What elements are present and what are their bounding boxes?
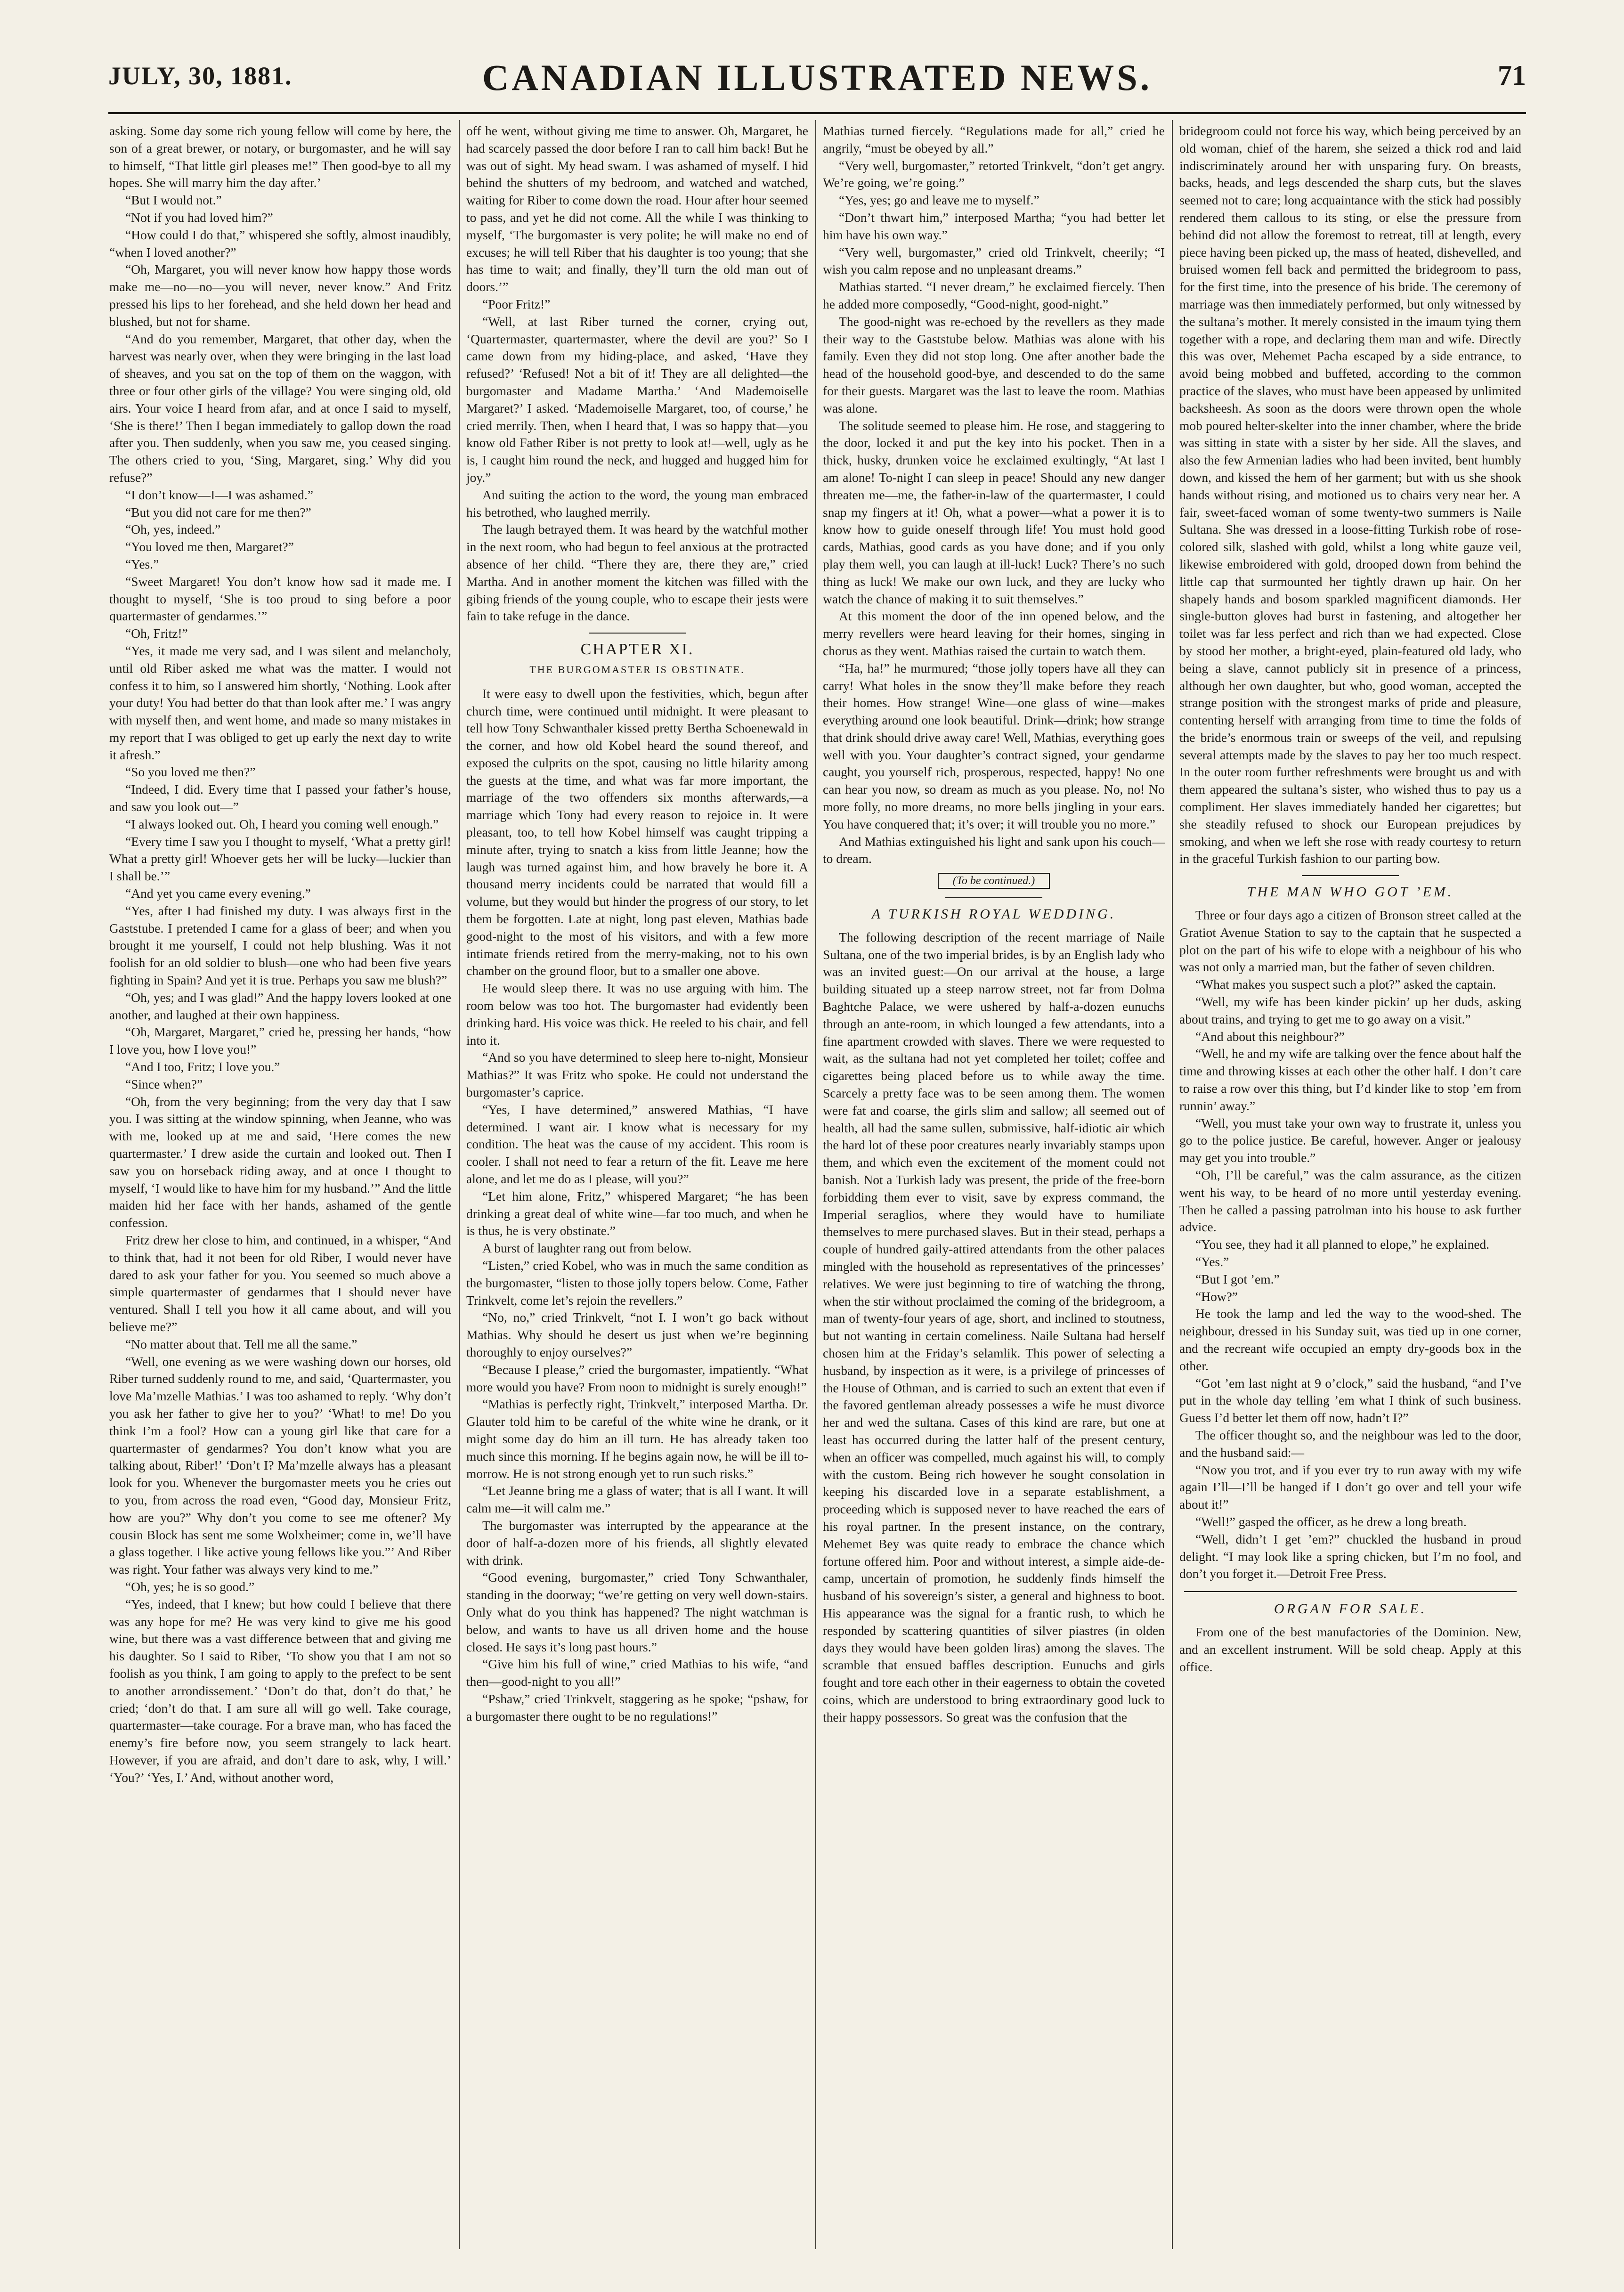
paragraph: “Oh, Fritz!” (125, 626, 188, 641)
article-continuation (1179, 122, 1521, 868)
paragraph: bridegroom could not force his way, which being perceived by an old woman, chief of the harem, she seized a thick rod and laid indiscriminately around her with unsparing fury. On breasts, backs, heads, and legs descended the sharp cuts, but the slaves seemed not to care; long acquaintance with the stick had possibly rendered them callous to its sting, or else the pressure from behind did not allow the foremost to retreat, till at length, every piece having been picked up, the mass of heated, dishevelled, and bruised women fell back and permitted the bridegroom to pass, for the first time, into the presence of his bride. The ceremony of marriage was then immediately performed, but only witnessed by the sultana’s mother. It merely consisted in the imaum tying them together with a rope, and declaring them man and wife. Directly this was over, Mehemet Pacha escaped by a side entrance, to avoid being mobbed and buffeted, according to the common practice of the slaves, who must have been appeased by unlimited backsheesh. As soon as the doors were thrown open the whole mob poured helter-skelter into the inner chamber, where the bride was sitting in state with a sister by her side. All the slaves, and also the few Armenian ladies who had been invited, bent humbly down, and kissed the hem of her garment; but with us she shook hands without rising, and motioned us to chairs very near her. A fair, sweet-faced woman of some twenty-two summers is Naile Sultana. She was dressed in a loose-fitting Turkish robe of rose-colored silk, slashed with gold, whilst a long white gauze veil, likewise embroidered with gold, drooped down from behind the little cap that surmounted her tightly drawn up hair. On her shapely hands and bosom sparkled magnificent diamonds. Her single-button gloves had burst in fastening, and altogether her toilet was far less perfect and rich than we had expected. Close by stood her mother, a bright-eyed, plain-featured old lady, who being a slave, cannot publicly sit in presence of a princess, although her own daughter, but who, good woman, accepted the strange position with the strongest marks of pride and pleasure, contenting herself with arranging from time to time the folds of the bride’s enormous train or sweeps of the veil, and repulsing several attempts made by the slaves to pay her too much respect. In the outer room further refreshments were brought us and with them appeared the sultana’s sister, who wished thus to pay us a compliment. Her slaves immediately handed her cigarettes; but she steadily refused to shock our European prejudices by smoking, and when we left she rose with ready courtesy to return in the graceful Turkish fashion to our parting bow. (1179, 123, 1521, 866)
paragraph: “And about this neighbour?” (1195, 1029, 1345, 1044)
paragraph: “What makes you suspect such a plot?” asked the captain. (1195, 977, 1496, 992)
paragraph: “You loved me then, Margaret?” (125, 539, 294, 554)
paragraph: “Indeed, I did. Every time that I passed your father’s house, and saw you look out—” (109, 782, 451, 814)
page-number: 71 (1498, 60, 1526, 91)
paragraph: The burgomaster was interrupted by the appearance at the door of half-a-dozen more of his friends, all slightly elevated with drink. (466, 1518, 808, 1568)
paragraph: “No, no,” cried Trinkvelt, “not I. I won’t go back without Mathias. Why should he desert us just when we’re beginning thoroughly to enjoy ourselves?” (466, 1310, 808, 1359)
paragraph: “Mathias is perfectly right, Trinkvelt,” interposed Martha. Dr. Glauter told him to be careful of the white wine he drank, or it might some day do him an ill turn. He has already taken too much since this morning. If he begins again now, he will be ill to-morrow. He is not strong enough yet to run such risks.” (466, 1397, 808, 1481)
paragraph: The good-night was re-echoed by the revellers as they made their way to the Gaststube below. Mathias was alone with his family. Even they did not stop long. One after another bade the head of the household good-bye, and descended to do the same for their guests. Margaret was the last to leave the room. Mathias was alone. (823, 314, 1165, 415)
paragraph: “And do you remember, Margaret, that other day, when the harvest was nearly over, when they were bringing in the last load of sheaves, and you sat on the top of them on the waggon, with three or four other girls of the village? You were singing old, old airs. Your voice I heard from afar, and at once I said to myself, ‘She is there!’ Then I began immediately to gallop down the road after you. Then suddenly, when you saw me, you ceased singing. The others cried to you, ‘Sing, Margaret, sing.’ Why did you refuse?” (109, 331, 451, 485)
paragraph: “Yes.” (125, 556, 159, 571)
paragraph: He would sleep there. It was no use arguing with him. The room below was too hot. The burgomaster had evidently been drinking hard. His voice was thick. He reeled to his chair, and fell into it. (466, 981, 808, 1048)
paragraph: “And yet you came every evening.” (125, 886, 311, 901)
paragraph: “But you did not care for me then?” (125, 504, 311, 520)
paragraph: “Well, at last Riber turned the corner, crying out, ‘Quartermaster, quartermaster, where the devil are you?’ So I came down from my hiding-place, and asked, ‘Have they refused?’ ‘Refused! Not a bit of it! They are all delighted—the burgomaster and Madame Martha.’ ‘And Mademoiselle Margaret?’ I asked. ‘Mademoiselle Margaret, too, of course,’ he cried merrily. Then, when I heard that, I was so happy that—you know old Father Riber is not pretty to look at!—well, ugly as he is, I caught him round the neck, and hugged and hugged him for joy.” (466, 314, 808, 485)
column-divider (1172, 120, 1173, 2249)
paragraph: Mathias started. “I never dream,” he exclaimed fiercely. Then he added more composedly, “Good-night, good-night.” (823, 279, 1165, 311)
masthead-title: CANADIAN ILLUSTRATED NEWS. (482, 57, 1153, 98)
paragraph: At this moment the door of the inn opened below, and the merry revellers were heard leaving for their homes, singing in chorus as they went. Mathias raised the curtain to watch them. (823, 609, 1165, 658)
paragraph: The laugh betrayed them. It was heard by the watchful mother in the next room, who had begun to feel anxious at the protracted absence of her child. “There they are, there they are,” cried Martha. And in another moment the kitchen was filled with the gibing friends of the young couple, who to escape their jests were fain to take refuge in the dance. (466, 522, 808, 624)
paragraph: “But I got ’em.” (1195, 1271, 1280, 1286)
paragraph: “Not if you had loved him?” (125, 210, 273, 225)
paragraph: “Well, one evening as we were washing down our horses, old Riber turned suddenly round to me, and said, ‘Quartermaster, you love Ma’mzelle Mathias.’ I was too ashamed to reply. ‘Why don’t you ask her father to give her to you?’ ‘What! to me! Do you think I’m a fool? How can a young girl like that care for a quartermaster of gendarmes? You don’t know what you are talking about, Riber!’ ‘Don’t I? Ma’mzelle always has a pleasant look for you. Whenever the burgomaster meets you he cries out to you, from across the road even, “Good day, Monsieur Fritz, how are you?” Why don’t you come to see me oftener? My cousin Block has sent me some Wolxheimer; come in, we’ll have a glass together. I like active young fellows like you.”’ And Riber was right. Your father was always very kind to me.” (109, 1354, 451, 1577)
paragraph: “Sweet Margaret! You don’t know how sad it made me. I thought to myself, ‘She is too proud to sing before a poor quartermaster of gendarmes.’” (109, 574, 451, 624)
column-2 (466, 122, 808, 2237)
paragraph: A burst of laughter rang out from below. (482, 1241, 692, 1256)
paragraph: It were easy to dwell upon the festivities, which, begun after church time, were continued until midnight. It were pleasant to tell how Tony Schwanthaler kissed pretty Bertha Schoenewald in the corner, and how old Kobel heard the sound thereof, and exposed the culprits on the spot, causing no little hilarity among the guests at the time, and what was far more important, the marriage of the two offenders six months afterwards,—a marriage which Tony had every reason to rejoice in. It were pleasant, too, to tell how Kobel himself was caught tripping a minute after, trying to snatch a kiss from little Jeanne; how the laugh was turned against him, and how bravely he bore it. A thousand merry incidents could be narrated that would fill a volume, but they would but hinder the progress of our story, to let them be forgotten. Late at night, long past eleven, Mathias bade good-night to the most of his visitors, and with a few more intimate friends retired from the merry-making, not to his own chamber on the ground floor, but to a smaller one above. (466, 686, 808, 978)
section-rule (589, 633, 686, 634)
paragraph: “Well, didn’t I get ’em?” chuckled the husband in proud delight. “I may look like a spring chicken, but I’m no fool, and don’t you forget it.—Detroit Free Press. (1179, 1531, 1521, 1581)
paragraph: “Oh, Margaret, Margaret,” cried he, pressing her hands, “how I love you, how I love you!” (109, 1024, 451, 1057)
paragraph: “Oh, yes; and I was glad!” And the happy lovers looked at one another, and laughed at their own happiness. (109, 990, 451, 1022)
article-body-turkish-wedding (823, 929, 1165, 1726)
paragraph: He took the lamp and led the way to the wood-shed. The neighbour, dressed in his Sunday suit, was tied up in one corner, and the recreant wife occupied an empty dry-goods box in the other. (1179, 1306, 1521, 1373)
paragraph: The solitude seemed to please him. He rose, and staggering to the door, locked it and put the key into his pocket. Then in a thick, husky, drunken voice he exclaimed exultingly, “At last I am alone! To-night I can sleep in peace! Should any new danger threaten me—me, the father-in-law of the quartermaster, I could snap my fingers at it! Oh, what a power—what a power it is to know how to guide oneself through life! You must hold good cards, Mathias, good cards as you have done; and if you only play them well, you can laugh at ill-luck! Luck? There’s no such thing as luck! We make our own luck, and they are lucky who watch the chance of making it to suit themselves.” (823, 418, 1165, 606)
paragraph: “Very well, burgomaster,” retorted Trinkvelt, “don’t get angry. We’re going, we’re going.” (823, 158, 1165, 190)
paragraph: “Well, my wife has been kinder pickin’ up her duds, asking about trains, and trying to get me to go away on a visit.” (1179, 994, 1521, 1026)
story-continuation (823, 122, 1165, 868)
paragraph: “Oh, I’ll be careful,” was the calm assurance, as the citizen went his way, to be heard of no more until yesterday evening. Then he called a passing patrolman into his house to ask further advice. (1179, 1168, 1521, 1235)
column-divider (815, 120, 816, 2249)
story-continuation (466, 122, 808, 625)
column-4 (1179, 122, 1521, 2237)
paragraph: “Don’t thwart him,” interposed Martha; “you had better let him have his own way.” (823, 210, 1165, 242)
ad-title: ORGAN FOR SALE. (1274, 1601, 1427, 1617)
column-1 (109, 122, 451, 2237)
paragraph: “Since when?” (125, 1076, 203, 1091)
paragraph: off he went, without giving me time to answer. Oh, Margaret, he had scarcely passed the door before I ran to call him back! But he was out of sight. My head swam. I was ashamed of myself. I hid behind the shutters of my bedroom, and watched and watched, waiting for Riber to come down the road. Hour after hour seemed to pass, and yet he did not come. All the while I was thinking to myself, ‘The burgomaster is very polite; he will make no end of excuses; he will tell Riber that his daughter is too young; that she has time to wait; and finally, they’ll turn the old man out of doors.’” (466, 123, 808, 294)
paragraph: “Yes, indeed, that I knew; but how could I believe that there was any hope for me? He was very kind to give me his good wine, but there was a vast difference between that and giving me his daughter. So I said to Riber, ‘To show you that I am not so foolish as you think, I am going to apply to the prefect to be sent to another arrondissement.’ ‘Don’t do that, don’t do that,’ he cried; ‘don’t do that. I am sure all will go well. Take courage, quartermaster—take courage. For a brave man, who has faced the enemy’s fire before now, you seem strangely to lack heart. However, if you are afraid, and don’t dare to ask, why, I will.’ ‘You?’ ‘Yes, I.’ And, without another word, (109, 1596, 451, 1785)
article-title-turkish-wedding: A TURKISH ROYAL WEDDING. (871, 906, 1116, 922)
paragraph: “Ha, ha!” he murmured; “those jolly topers have all they can carry! What holes in the snow they’ll make before they reach their homes. How strange! Wine—one glass of wine—makes everything around one look beautiful. Drink—drink; how strange that drink should drive away care! Well, Mathias, everything goes well with you. Your daughter’s contract signed, your gendarme caught, you yourself rich, prosperous, respected, happy! No one can hear you now, so dream as much as you please. No, no! No more folly, no more dreams, no more bells jingling in your ears. You have conquered that; it’s over; it will trouble you no more.” (823, 660, 1165, 831)
paragraph: Fritz drew her close to him, and continued, in a whisper, “And to think that, had it not been for old Riber, I would never have dared to ask your father for you. You seemed so much above a simple quartermaster of gendarmes that I should never have ventured. Shall I tell you how it all came about, and will you believe me?” (109, 1233, 451, 1334)
paragraph: “Let Jeanne bring me a glass of water; that is all I want. It will calm me—it will calm me.” (466, 1483, 808, 1516)
paragraph: “Let him alone, Fritz,” whispered Margaret; “he has been drinking a great deal of white wine—far too much, and when he is thus, he is very obstinate.” (466, 1188, 808, 1238)
paragraph: “Good evening, burgomaster,” cried Tony Schwanthaler, standing in the doorway; “we’re getting on very well down-stairs. Only what do you think has happened? The night watchman is below, and wants to have us all driven home and the house closed. He says it’s long past hours.” (466, 1570, 808, 1654)
paragraph: “Now you trot, and if you ever try to run away with my wife again I’ll—I’ll be hanged if I don’t go over and tell your wife about it!” (1179, 1462, 1521, 1512)
paragraph: “No matter about that. Tell me all the same.” (125, 1336, 357, 1351)
paragraph: “Got ’em last night at 9 o’clock,” said the husband, “and I’ve put in the whole day telling ’em what I think of such business. Guess I’d better let them off now, hadn’t I?” (1179, 1375, 1521, 1425)
paragraph: asking. Some day some rich young fellow will come by here, the son of a great brewer, or notary, or burgomaster, and he will say to himself, “That little girl pleases me!” Then good-bye to all my hopes. She will marry him the day after.’ (109, 123, 451, 190)
paragraph: “Very well, burgomaster,” cried old Trinkvelt, cheerily; “I wish you calm repose and no unpleasant dreams.” (823, 244, 1165, 277)
paragraph: “Yes, I have determined,” answered Mathias, “I have determined. I want air. I know what is necessary for my condition. The heat was the cause of my accident. This room is cooler. I shall not need to fear a return of the fit. Leave me here alone, and let me do as I please, will you?” (466, 1102, 808, 1187)
header-rule (108, 112, 1526, 114)
chapter-subtitle: THE BURGOMASTER IS OBSTINATE. (529, 663, 745, 675)
paragraph: “And so you have determined to sleep here to-night, Monsieur Mathias?” It was Fritz who spoke. He could not understand the burgomaster’s caprice. (466, 1050, 808, 1100)
paragraph: “Yes, yes; go and leave me to myself.” (839, 193, 1039, 208)
paragraph: “Pshaw,” cried Trinkvelt, staggering as he spoke; “pshaw, for a burgomaster there ought to be no regulations!” (466, 1691, 808, 1723)
column-divider (459, 120, 460, 2249)
column-3 (823, 122, 1165, 2237)
paragraph: “And I too, Fritz; I love you.” (125, 1059, 280, 1074)
paragraph: “You see, they had it all planned to elope,” he explained. (1195, 1237, 1490, 1252)
paragraph: And suiting the action to the word, the young man embraced his betrothed, who laughed merrily. (466, 487, 808, 520)
ad-text: From one of the best manufactories of the Dominion. New, and an excellent instrument. Will be sold cheap. Apply at this office. (1179, 1624, 1521, 1674)
section-rule (945, 897, 1042, 898)
paragraph: “I always looked out. Oh, I heard you coming well enough.” (125, 816, 439, 831)
paragraph: “Give him his full of wine,” cried Mathias to his wife, “and then—good-night to you all!” (466, 1657, 808, 1689)
paragraph: “Oh, from the very beginning; from the very day that I saw you. I was sitting at the window spinning, when Jeanne, who was with me, looked up at me and said, ‘Here comes the new quartermaster.’ I drew aside the curtain and looked out. Then I saw you on horseback riding away, and at once I thought to myself, ‘I would like to have him for my husband.’” And the little maiden hid her face with her hands, ashamed of the gentle confession. (109, 1094, 451, 1230)
chapter-title: CHAPTER XI. (580, 641, 694, 658)
paragraph: The officer thought so, and the neighbour was led to the door, and the husband said:— (1179, 1427, 1521, 1460)
section-rule (1302, 875, 1399, 876)
paragraph: “Well!” gasped the officer, as he drew a long breath. (1195, 1514, 1467, 1529)
section-rule (1184, 1591, 1517, 1592)
paragraph: “So you loved me then?” (125, 764, 256, 780)
paragraph: “Oh, Margaret, you will never know how happy those words make me—no—no—you will never, never know.” And Fritz pressed his lips to her forehead, and she held down her head and blushed, but not for shame. (109, 262, 451, 329)
article-title-man-who-got-em: THE MAN WHO GOT ’EM. (1247, 884, 1454, 900)
page-header (108, 45, 1526, 116)
paragraph: Mathias turned fiercely. “Regulations made for all,” cried he angrily, “must be obeyed by all.” (823, 123, 1165, 155)
to-be-continued: (To be continued.) (823, 872, 1165, 890)
paragraph: The following description of the recent marriage of Naile Sultana, one of the two imperial brides, is by an English lady who was an invited guest:—On our arrival at the house, a large building situated up a steep narrow street, not far from Dolma Baghtche Palace, we were ushered by half-a-dozen eunuchs through an ante-room, in which lounged a few attendants, into a fine apartment crowded with slaves. There we were requested to wait, as the sultana had not yet completed her toilet; coffee and cigarettes being placed before us to while away the time. Scarcely a pretty face was to be seen among them. The women were fat and coarse, the girls slim and sallow; all seemed out of health, all had the same sullen, submissive, half-idiotic air which the hard lot of these poor creatures nearly invariably stamps upon them, and which even the excitement of the moment could not banish. Not a Turkish lady was present, the pride of the free-born forbidding them ever to visit, save by express command, the Imperial seraglios, where they would have to humiliate themselves to mere purchased slaves. But in their stead, perhaps a couple of hundred gaily-attired attendants from the other palaces mingled with the household as representatives of the princesses’ relatives. We were just beginning to tire of watching the throng, when the stir without proclaimed the coming of the bridegroom, a man of twenty-four years of age, short, and inclined to stoutness, but not wanting in certain comeliness. Naile Sultana had herself chosen him at the Friday’s selamlik. This power of selecting a husband, by inspection as it were, is a privilege of princesses of the House of Othman, and is carried to such an extent that even if the favored gentleman already possesses a wife he must divorce her and wed the sultana. Cases of this kind are rare, but one at least has occurred during the latter half of the present century, when an officer was compelled, much against his will, to comply with the custom. Being rich however he sought consolation in keeping his discarded love in a separate establishment, a proceeding which is supposed never to have reached the ears of his royal partner. In the present instance, on the contrary, Mehemet Bey was quite ready to embrace the chance which fortune offered him. Poor and without interest, a simple aide-de-camp, uncertain of promotion, he suddenly finds himself the husband of his sovereign’s sister, a general and highness to boot. His appearance was the signal for a frantic rush, to which he responded by scattering quantities of silver piastres (in olden days they would have been golden liras) among the slaves. The scramble that ensued baffles description. Eunuchs and girls fought and tore each other in their eagerness to obtain the coveted coins, which are understood to bring extraordinary good luck to their happy possessors. So great was the confusion that the (823, 929, 1165, 1724)
paragraph: “Every time I saw you I thought to myself, ‘What a pretty girl! What a pretty girl! Whoever gets her will be lucky—luckier than I shall be.’” (109, 834, 451, 884)
paragraph: “Oh, yes; he is so good.” (125, 1579, 255, 1594)
paragraph: “Oh, yes, indeed.” (125, 522, 221, 537)
paragraph: “Yes, it made me very sad, and I was silent and melancholy, until old Riber asked me what was the matter. I would not confess it to him, so I answered him shortly, ‘Nothing. Look after your duty! You had better do that than look after me.’ I was angry with myself then, and went home, and made so many mistakes in my report that I was obliged to get up early the next day to write it afresh.” (109, 643, 451, 762)
paragraph: “Yes.” (1195, 1254, 1229, 1269)
paragraph: “But I would not.” (125, 193, 222, 208)
paragraph: “How could I do that,” whispered she softly, almost inaudibly, “when I loved another?” (109, 227, 451, 260)
paragraph: “Yes, after I had finished my duty. I was always first in the Gaststube. I pretended I came for a glass of beer; and when you brought it me yourself, I could not help blushing. Was it not foolish for an old soldier to blush—one who had been five years fighting in Spain? And yet it is true. Perhaps you saw me blush?” (109, 903, 451, 988)
paragraph: Three or four days ago a citizen of Bronson street called at the Gratiot Avenue Station to say to the captain that he suspected a plot on the part of his wife to elope with a neighbour of his who was not only a married man, but the father of seven children. (1179, 908, 1521, 975)
issue-date: JULY, 30, 1881. (108, 62, 292, 90)
article-body-man-who-got-em (1179, 907, 1521, 1583)
ad-text-container (1179, 1624, 1521, 1675)
paragraph: “Poor Fritz!” (482, 296, 551, 311)
paragraph: “I don’t know—I—I was ashamed.” (125, 487, 313, 502)
paragraph: “Because I please,” cried the burgomaster, impatiently. “What more would you have? From noon to midnight is surely enough!” (466, 1362, 808, 1394)
paragraph: “Well, you must take your own way to frustrate it, unless you go to the police justice. Be careful, however. Anger or jealousy may get you into trouble.” (1179, 1115, 1521, 1165)
paragraph: “Listen,” cried Kobel, who was in much the same condition as the burgomaster, “listen to those jolly topers below. Come, Father Trinkvelt, come let’s rejoin the revellers.” (466, 1258, 808, 1308)
paragraph: And Mathias extinguished his light and sank upon his couch—to dream. (823, 834, 1165, 866)
paragraph: “Well, he and my wife are talking over the fence about half the time and throwing kisses at each other the other half. I don’t care to raise a row over this thing, but I’d kinder like to stop ’em from runnin’ away.” (1179, 1046, 1521, 1113)
chapter-body (466, 685, 808, 1725)
paragraph: “How?” (1195, 1289, 1238, 1304)
